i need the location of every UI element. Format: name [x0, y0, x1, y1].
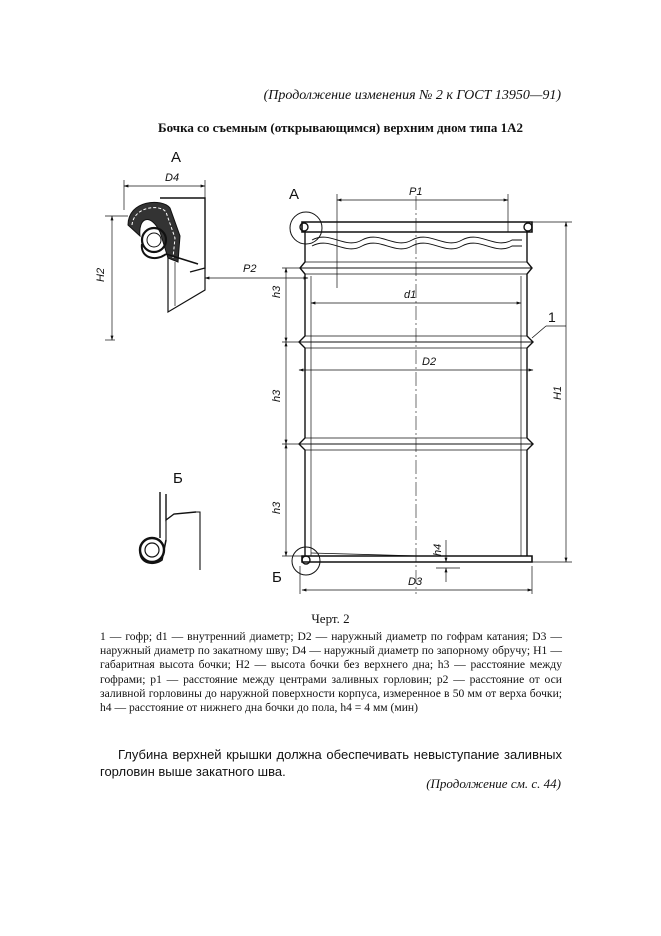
drum-main-view [271, 186, 572, 594]
view-a-callout: А [289, 186, 300, 203]
body-paragraph: Глубина верхней крышки должна обеспечивать невыступание заливных горловин выше закатного шва. [100, 747, 562, 779]
item-1-callout: 1 [548, 309, 556, 325]
dim-h4-label: h4 [432, 543, 444, 556]
dim-h1-label: H1 [552, 385, 564, 400]
document-title: Бочка со съемным (открывающимся) верхним дном типа 1А2 [158, 120, 523, 135]
detail-b-label: Б [173, 470, 183, 487]
detail-b [140, 470, 200, 570]
dim-d2-label: D2 [422, 356, 437, 368]
figure-caption: Черт. 2 [311, 611, 350, 626]
detail-a-label: А [171, 149, 182, 166]
continuation-footer: (Продолжение см. с. 44) [426, 776, 561, 791]
continuation-header: (Продолжение изменения № 2 к ГОСТ 13950—91) [263, 88, 561, 103]
figure-legend: 1 — гофр; d1 — внутренний диаметр; D2 — наружный диаметр по гофрам катания; D3 — наружный диаметр по закатному шву; D4 — наружный диаметр по запорному обручу; H1 — габаритная высота бочки; H2 — высота бочки без верхнего дна; h3 — расстояние между гофрами; p1 — расстояние между центрами заливных горловин; p2 — расстояние от оси заливной горловины до наружной поверхности корпуса, измеренное в 50 мм от верха бочки; h4 — расстояние от нижнего дна бочки до пола, h4 = 4 мм (мин) [100, 630, 562, 715]
dim-h2-label: H2 [95, 267, 107, 282]
dim-d3-label: D3 [408, 576, 423, 588]
view-b-callout: Б [272, 569, 282, 586]
dim-p1-label: P1 [409, 186, 423, 198]
dim-h3-label-1: h3 [271, 285, 283, 298]
dim-h3-label-3: h3 [271, 501, 283, 514]
dim-d1-label: d1 [404, 289, 417, 301]
dim-p2-label: P2 [243, 263, 257, 275]
detail-a [95, 149, 308, 340]
dim-h3-label-2: h3 [271, 389, 283, 402]
dim-d4-label: D4 [165, 172, 180, 184]
